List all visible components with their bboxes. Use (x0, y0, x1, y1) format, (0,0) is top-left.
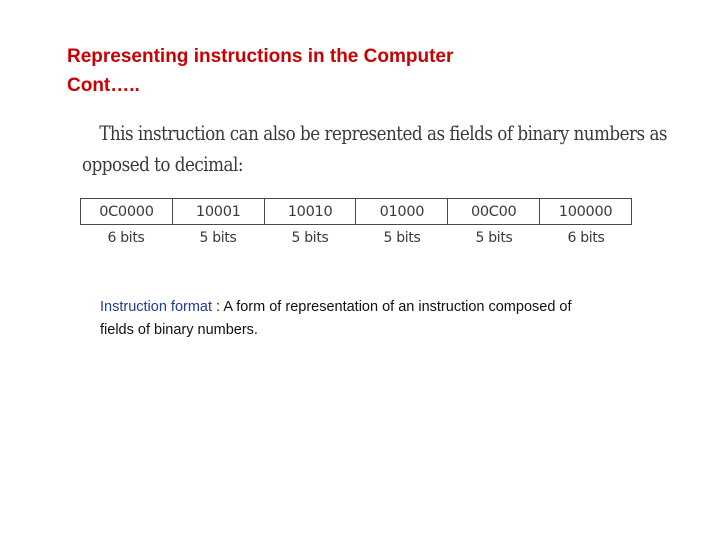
scanned-text-line-1: This instruction can also be represented as fields of binary numbers as (99, 122, 668, 145)
field-bits-label: 5 bits (291, 230, 329, 246)
instruction-format-definition (100, 296, 600, 342)
field-bits-label: 6 bits (107, 230, 145, 246)
bit-widths-row (80, 225, 632, 251)
definition-text: A form of representation of an instruction composed of fields of binary numbers. (100, 299, 572, 338)
field-bits-label: 5 bits (383, 230, 421, 246)
field-binary-cell: 0C0000 (99, 203, 154, 220)
definition-term: Instruction format (100, 299, 213, 315)
field-binary-cell: 10001 (172, 199, 264, 224)
scanned-text (82, 118, 668, 180)
field-bits-label: 5 bits (199, 230, 237, 246)
scanned-text-line-2: opposed to decimal: (82, 153, 243, 176)
field-binary-cell: 10010 (264, 199, 356, 224)
field-binary-cell: 100000 (539, 199, 631, 224)
instruction-fields-table (80, 198, 632, 251)
slide-title-line-1: Representing instructions in the Computer (67, 46, 454, 67)
slide-title (67, 42, 627, 100)
field-bits-label: 6 bits (567, 230, 605, 246)
binary-fields-row (80, 198, 632, 225)
field-binary-cell: 01000 (355, 199, 447, 224)
definition-separator: : (212, 299, 221, 315)
field-binary-cell: 00C00 (447, 199, 539, 224)
field-bits-label: 5 bits (475, 230, 513, 246)
slide-title-line-2: Cont….. (67, 75, 140, 96)
